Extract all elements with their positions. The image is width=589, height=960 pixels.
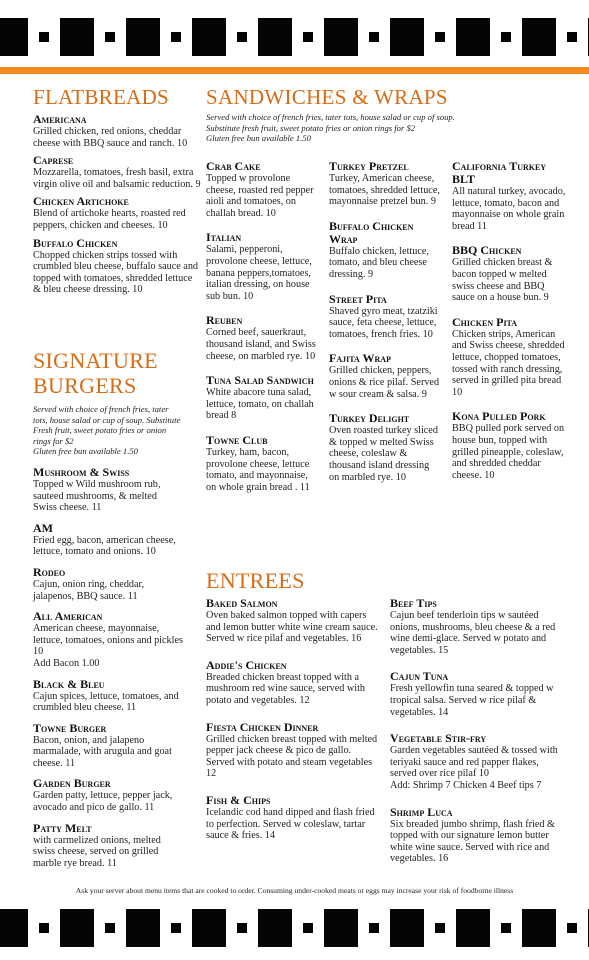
item-name: Buffalo Chicken [33, 235, 118, 250]
menu-item [206, 160, 318, 219]
decorative-square [0, 18, 28, 56]
decorative-square [192, 18, 226, 56]
burgers-gluten-note: Gluten free bun available 1.50 [33, 446, 138, 457]
item-description: Grilled chicken breast & bacon topped w melted swiss cheese and BBQ sauce on a house bun. 9 [452, 257, 553, 304]
item-description: Salami, pepperoni, provolone cheese, lettuce, banana peppers,tomatoes, italian dressing, on house sub bun. 10 [206, 244, 312, 302]
item-name: Baked Salmon [206, 596, 278, 610]
item-description: Oven roasted turkey sliced & topped w melted Swiss cheese, coleslaw & thousand island dressing on marbled rye. 10 [329, 425, 438, 483]
item-description: with carmelized onions, melted swiss cheese, served on grilled marble rye bread. 11 [33, 834, 161, 869]
item-name: Cajun Tuna [390, 669, 449, 684]
decorative-small-square [501, 923, 511, 933]
item-name: Fiesta Chicken Dinner [206, 719, 319, 734]
decorative-small-square [303, 923, 313, 933]
item-name: Crab Cake [206, 159, 261, 173]
decorative-square [192, 909, 226, 947]
item-name: Black & Bleu [33, 676, 105, 691]
menu-item [33, 113, 201, 149]
menu-item [33, 566, 183, 602]
item-description: Shaved gyro meat, tzatziki sauce, feta cheese, lettuce, tomatoes, french fries. 10 [329, 305, 438, 340]
item-name: Chicken Artichoke [33, 194, 129, 209]
item-description: Topped w Wild mushroom rub, sauteed mushrooms, & melted Swiss cheese. 11 [33, 478, 161, 514]
item-name: Beef Tips [390, 596, 437, 610]
item-description: BBQ pulled pork served on house bun, topped with grilled pineapple, coleslaw, and shredded cheddar cheese. 10 [452, 423, 565, 481]
menu-item [452, 244, 566, 303]
item-name: Towne Club [206, 432, 268, 447]
menu-item [329, 160, 441, 208]
item-name: Kona Pulled Pork [452, 409, 546, 424]
item-description: Cajun spices, lettuce, tomatoes, and crumbled bleu cheese. 11 [33, 690, 179, 714]
item-description: Cajun, onion ring, cheddar, jalapenos, BBQ sauce. 11 [33, 578, 145, 602]
item-description: Turkey, ham, bacon, provolone cheese, lettuce tomato, and mayonnaise, on whole grain bread . 11 [206, 446, 310, 493]
orange-divider-rule [0, 67, 589, 74]
decorative-small-square [171, 923, 181, 933]
decorative-square [0, 909, 28, 947]
sandwiches-header [206, 86, 566, 144]
item-description: Turkey, American cheese, tomatoes, shredded lettuce, mayonnaise pretzel bun. 9 [329, 173, 440, 208]
item-addon: Add: Shrimp 7 Chicken 4 Beef tips 7 [390, 779, 542, 791]
item-name: Italian [206, 230, 242, 245]
item-name: Americana [33, 112, 87, 127]
sandwiches-title: SANDWICHES & WRAPS [206, 85, 448, 109]
item-description: Cajun beef tenderloin tips w sautéed onions, mushrooms, bleu cheese & a red wine demi-glace. Served w potato and vegetables. 15 [390, 610, 556, 656]
item-description: Corned beef, sauerkraut, thousand island, and Swiss cheese, on marbled rye. 10 [206, 327, 316, 362]
decorative-square [456, 909, 490, 947]
menu-item [390, 806, 564, 865]
menu-item [206, 597, 378, 645]
menu-item [33, 154, 201, 190]
burgers-items [33, 466, 183, 869]
decorative-small-square [501, 32, 511, 42]
menu-item [329, 293, 441, 341]
item-description: Fresh yellowfin tuna seared & topped w tropical salsa. Served w rice pilaf & vegetables. 14 [390, 683, 554, 718]
item-description: Garden vegetables sautéed & tossed with teriyaki sauce and red papper flakes, served over rice pilaf 10 [390, 745, 558, 780]
decorative-square [522, 18, 556, 56]
decorative-square [126, 909, 160, 947]
item-name: Mushroom & Swiss [33, 464, 130, 479]
decorative-square [258, 909, 292, 947]
burgers-section [33, 348, 183, 869]
decorative-square [60, 909, 94, 947]
item-name: Tuna Salad Sandwich [206, 373, 314, 388]
decorative-small-square [105, 32, 115, 42]
menu-item [33, 678, 183, 714]
item-name: Chicken Pita [452, 314, 518, 329]
menu-item [206, 374, 318, 422]
item-description: Garden patty, lettuce, pepper jack, avocado and pico de gallo. 11 [33, 790, 173, 814]
menu-item [390, 597, 564, 656]
menu-item [206, 231, 318, 302]
decorative-square [390, 18, 424, 56]
decorative-square [522, 909, 556, 947]
menu-item [452, 316, 566, 399]
flatbreads-section [33, 86, 201, 296]
decorative-small-square [369, 923, 379, 933]
menu-item [33, 195, 201, 231]
menu-item [33, 522, 183, 558]
menu-item [206, 434, 318, 493]
decorative-square [60, 18, 94, 56]
item-description: Grilled chicken breast topped with melted pepper jack cheese & pico de gallo. Served with potato and steam vegetables 12 [206, 733, 378, 780]
menu-item [33, 610, 183, 669]
entrees-header [206, 569, 406, 592]
menu-item [329, 220, 441, 281]
item-name: Turkey Delight [329, 411, 410, 426]
decorative-small-square [105, 923, 115, 933]
item-description: Fried egg, bacon, american cheese, lettuce, tomato and onions. 10 [33, 534, 176, 558]
item-name: Garden Burger [33, 776, 111, 791]
item-description: Bacon, onion, and jalapeno marmalade, with arugula and goat cheese. 11 [33, 734, 172, 769]
burgers-sides-note: Served with choice of french fries, tater tots, house salad or cup of soup. Substitute Fresh fruit, sweet potato fries or onion rings for $2 [33, 404, 181, 446]
menu-item [329, 352, 441, 400]
menu-item [206, 721, 378, 780]
decorative-square [456, 18, 490, 56]
decorative-small-square [435, 923, 445, 933]
item-name: Addie's Chicken [206, 657, 287, 672]
entrees-column-1 [206, 597, 378, 842]
entrees-column-2 [390, 597, 564, 865]
item-description: White abacore tuna salad, lettuce, tomato, on challah bread 8 [206, 387, 314, 422]
burgers-title-line1: SIGNATURE [33, 348, 158, 373]
menu-item [206, 314, 318, 362]
item-description: Blend of artichoke hearts, roasted red peppers, chicken and cheeses. 10 [33, 208, 186, 232]
sandwiches-substitute-note: Substitute fresh fruit, sweet potato fries or onion rings for $2 [206, 122, 416, 133]
menu-item [452, 160, 566, 232]
item-name: Street Pita [329, 291, 387, 306]
menu-item [390, 670, 564, 718]
decorative-small-square [567, 32, 577, 42]
item-name: AM [33, 520, 53, 535]
decorative-square [390, 909, 424, 947]
item-name: All American [33, 609, 103, 624]
item-description: Chicken strips, American and Swiss cheese, shredded lettuce, chopped tomatoes, tossed with ranch dressing, served in grilled pita bread 10 [452, 328, 565, 398]
item-name: Shrimp Luca [390, 804, 453, 819]
menu-item [390, 732, 564, 791]
decorative-square [126, 18, 160, 56]
decorative-small-square [237, 32, 247, 42]
decorative-small-square [171, 32, 181, 42]
menu-item [206, 794, 378, 842]
top-decorative-band [0, 8, 589, 66]
decorative-small-square [237, 923, 247, 933]
item-name: Buffalo Chicken Wrap [329, 218, 414, 246]
decorative-small-square [435, 32, 445, 42]
decorative-small-square [303, 32, 313, 42]
foodborne-illness-disclaimer: Ask your server about menu items that are cooked to order. Consuming under-cooked meats or eggs may increase your risk of foodborne illness [75, 886, 514, 895]
flatbreads-title: FLATBREADS [33, 85, 170, 109]
item-description: Grilled chicken, peppers, onions & rice pilaf. Served w sour cream & salsa. 9 [329, 365, 440, 400]
item-description: Breaded chicken breast topped with a mushroom red wine sauce, served with potato and vegetables. 12 [206, 671, 365, 706]
menu-item [33, 822, 183, 870]
item-name: Reuben [206, 313, 243, 328]
decorative-square [258, 18, 292, 56]
item-description: Buffalo chicken, lettuce, tomato, and bleu cheese dressing. 9 [329, 245, 429, 280]
burgers-title-line2: BURGERS [33, 373, 137, 398]
decorative-small-square [39, 32, 49, 42]
sandwiches-column-3 [452, 160, 566, 481]
menu-item [206, 659, 378, 707]
burgers-title [33, 348, 183, 398]
item-name: Rodeo [33, 564, 66, 579]
sandwiches-column-1 [206, 160, 318, 493]
item-name: Patty Melt [33, 820, 92, 835]
item-description: All natural turkey, avocado, lettuce, tomato, bacon and mayonnaise on whole grain bread 11 [452, 186, 566, 232]
bottom-decorative-band [0, 899, 589, 957]
item-name: Fish & Chips [206, 792, 271, 807]
item-name: BBQ Chicken [452, 243, 522, 258]
item-description: Six breaded jumbo shrimp, flash fried & topped with our signature lemon butter white wine sauce. Served with rice and vegetables. 16 [390, 818, 555, 865]
item-name: California Turkey BLT [452, 159, 547, 186]
item-name: Fajita Wrap [329, 351, 391, 366]
item-description: Mozzarella, tomatoes, fresh basil, extra virgin olive oil and balsamic reduction. 9 [33, 167, 201, 190]
item-name: Towne Burger [33, 720, 107, 735]
menu-item [33, 722, 183, 770]
menu-item [33, 777, 183, 813]
decorative-small-square [369, 32, 379, 42]
decorative-small-square [39, 923, 49, 933]
item-addon: Add Bacon 1.00 [33, 657, 100, 669]
menu-item [329, 412, 441, 483]
sandwiches-sides-note: Served with choice of french fries, tater tots, house salad or cup of soup. [206, 112, 455, 123]
item-name: Vegetable Stir-fry [390, 731, 487, 746]
menu-item [452, 410, 566, 481]
menu-item [33, 237, 201, 296]
entrees-title: ENTREES [206, 568, 305, 593]
item-description: Topped w provolone cheese, roasted red pepper aioli and tomatoes, on challah bread. 10 [206, 173, 314, 219]
sandwiches-gluten-note: Gluten free bun available 1.50 [206, 133, 311, 144]
sandwiches-column-2 [329, 160, 441, 483]
item-name: Turkey Pretzel [329, 159, 409, 173]
item-description: Grilled chicken, red onions, cheddar cheese with BBQ sauce and ranch. 10 [33, 126, 188, 149]
decorative-small-square [567, 923, 577, 933]
menu-item [33, 466, 183, 514]
item-description: American cheese, mayonnaise, lettuce, tomatoes, onions and pickles 10 [33, 623, 183, 658]
decorative-square [324, 18, 358, 56]
decorative-square [324, 909, 358, 947]
item-description: Icelandic cod hand dipped and flash fried to perfection. Served w coleslaw, tartar sauce & fries. 14 [206, 806, 375, 842]
item-description: Oven baked salmon topped with capers and lemon butter white wine cream sauce. Served w rice pilaf and vegetables. 16 [206, 610, 378, 645]
item-name: Caprese [33, 153, 74, 168]
item-description: Chopped chicken strips tossed with crumbled bleu cheese, buffalo sauce and topped with tomatoes, shredded lettuce & bleu cheese dressing. 10 [33, 249, 199, 296]
